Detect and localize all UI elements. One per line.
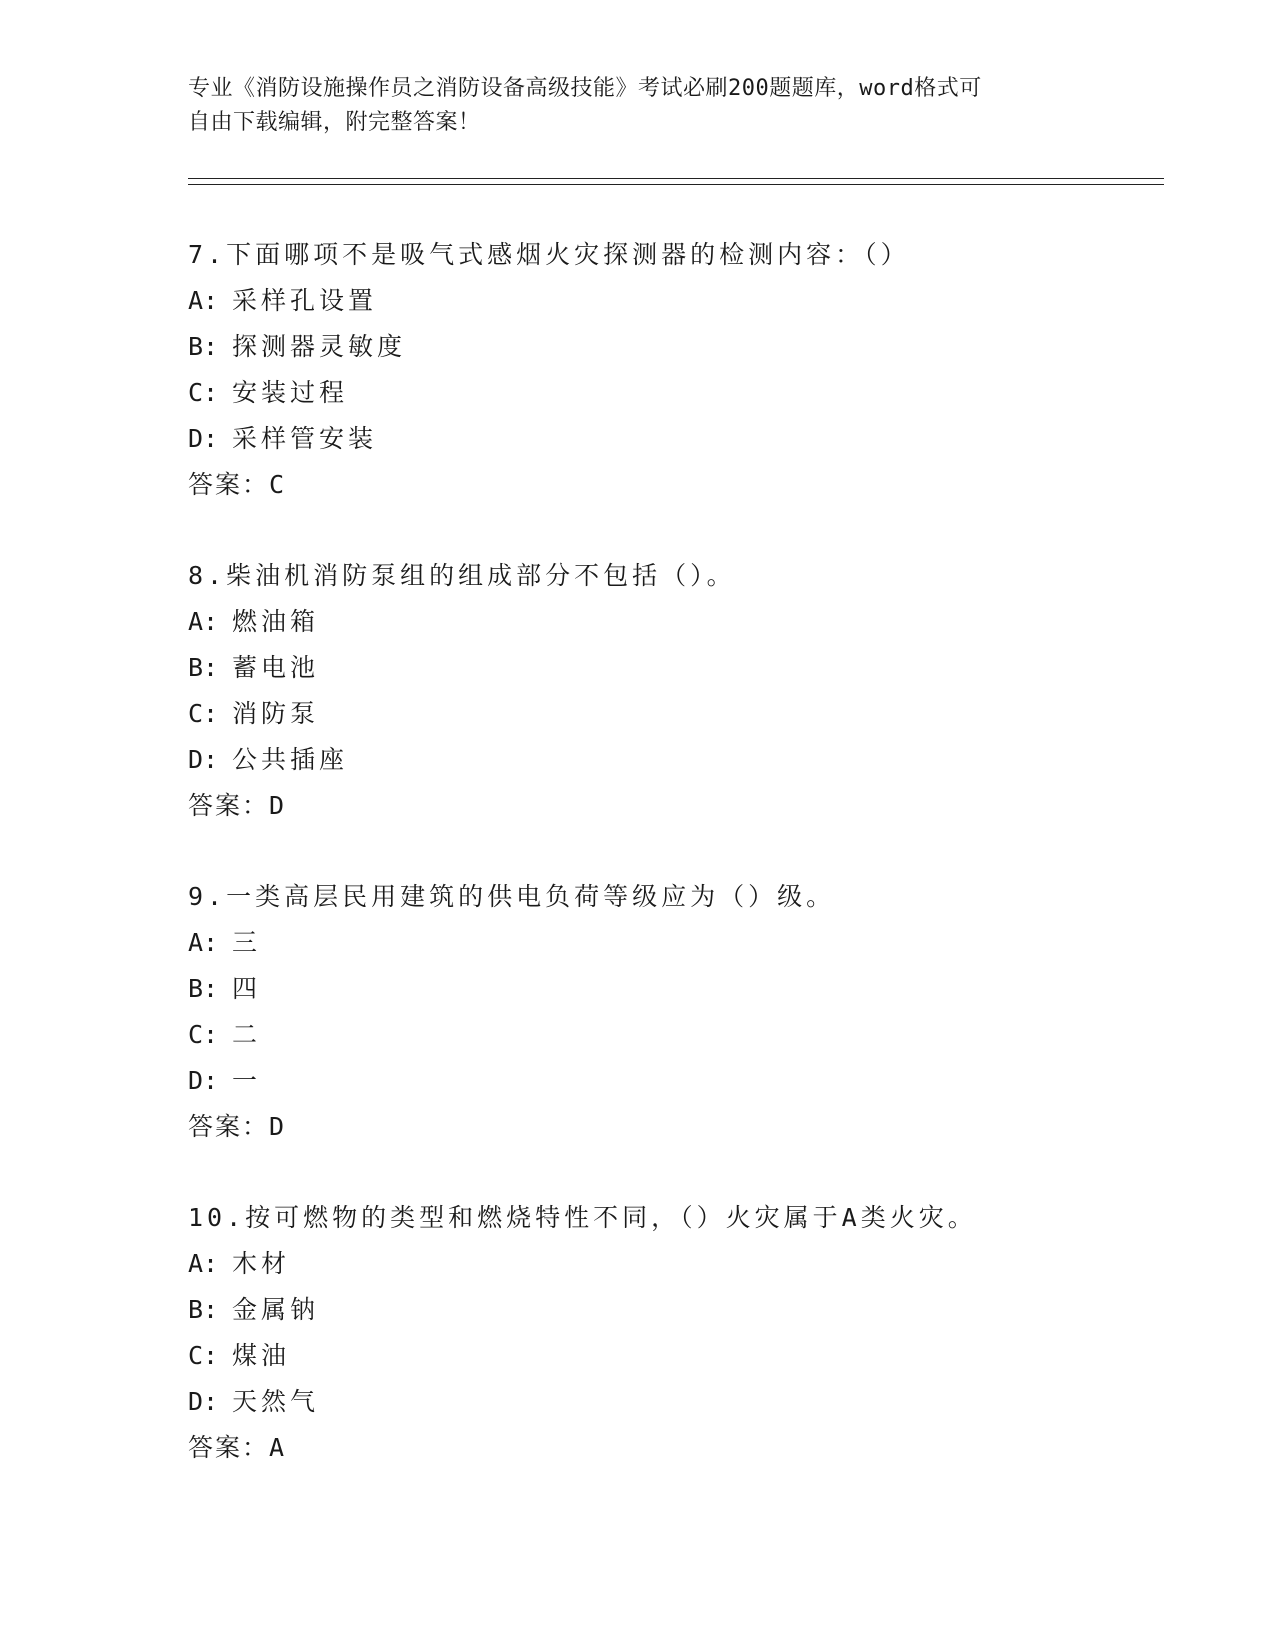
option-text: 木材 [232,1249,291,1278]
option-letter: B: [188,653,219,682]
option-text: 采样管安装 [232,424,378,453]
answer-label: 答案： [188,470,270,499]
answer-label: 答案： [188,791,270,820]
option-text: 一 [232,1066,262,1095]
option-letter: C: [188,378,219,407]
option-letter: A: [188,607,219,636]
answer-line [188,1425,1188,1471]
header-line-1: 专业《消防设施操作员之消防设备高级技能》考试必刷200题题库，word格式可 [188,76,982,101]
question-text: 10.按可燃物的类型和燃烧特性不同，（）火灾属于A类火灾。 [188,1203,977,1232]
option-text: 燃油箱 [232,607,320,636]
option-a [188,1241,1188,1287]
option-text: 采样孔设置 [232,286,378,315]
option-c [188,691,1188,737]
option-text: 安装过程 [232,378,349,407]
answer-value: D [269,1112,285,1141]
option-text: 金属钠 [232,1295,320,1324]
option-text: 三 [232,928,262,957]
option-c [188,1012,1188,1058]
answer-value: C [269,470,285,499]
option-a [188,278,1188,324]
option-text: 天然气 [232,1387,320,1416]
option-letter: D: [188,424,219,453]
option-text: 蓄电池 [232,653,320,682]
option-text: 煤油 [232,1341,291,1370]
option-b [188,966,1188,1012]
option-text: 消防泵 [232,699,320,728]
question-text: 8.柴油机消防泵组的组成部分不包括（）。 [188,561,736,590]
option-letter: C: [188,1020,219,1049]
question-9 [188,874,1188,1150]
header-line-2: 自由下载编辑，附完整答案！ [188,110,481,135]
option-d [188,1379,1188,1425]
option-letter: C: [188,699,219,728]
option-text: 四 [232,974,262,1003]
option-c [188,1333,1188,1379]
answer-line [188,462,1188,508]
option-d [188,1058,1188,1104]
option-letter: A: [188,1249,219,1278]
answer-label: 答案： [188,1112,270,1141]
option-c [188,370,1188,416]
option-text: 公共插座 [232,745,349,774]
option-letter: A: [188,286,219,315]
option-letter: A: [188,928,219,957]
option-d [188,416,1188,462]
question-10 [188,1195,1188,1471]
question-7 [188,232,1188,508]
question-text: 9.一类高层民用建筑的供电负荷等级应为（）级。 [188,882,836,911]
option-letter: C: [188,1341,219,1370]
question-text: 7.下面哪项不是吸气式感烟火灾探测器的检测内容：（） [188,240,910,269]
option-letter: B: [188,974,219,1003]
option-b [188,645,1188,691]
option-letter: B: [188,1295,219,1324]
answer-value: A [269,1433,285,1462]
answer-value: D [269,791,285,820]
option-b [188,1287,1188,1333]
question-8 [188,553,1188,829]
option-text: 二 [232,1020,262,1049]
option-letter: D: [188,1066,219,1095]
option-letter: B: [188,332,219,361]
header-divider-bottom [188,184,1164,185]
answer-line [188,1104,1188,1150]
option-letter: D: [188,745,219,774]
option-b [188,324,1188,370]
option-a [188,920,1188,966]
option-d [188,737,1188,783]
document-header [188,72,1088,140]
header-divider-top [188,178,1164,179]
option-letter: D: [188,1387,219,1416]
option-text: 探测器灵敏度 [232,332,407,361]
answer-line [188,783,1188,829]
option-a [188,599,1188,645]
answer-label: 答案： [188,1433,270,1462]
